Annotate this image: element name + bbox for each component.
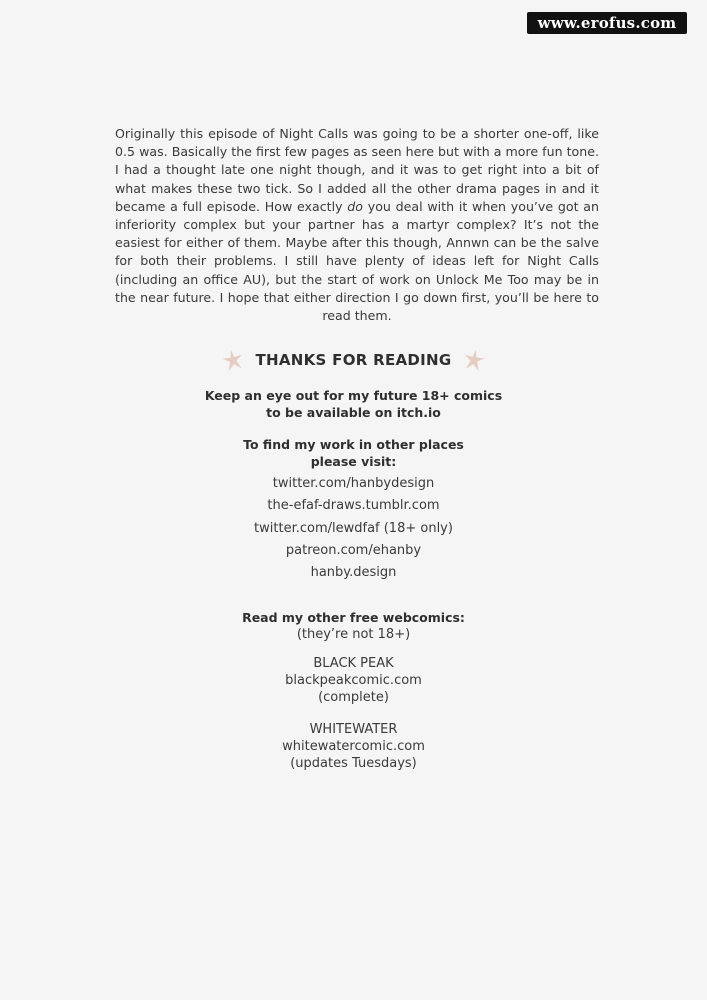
site-watermark: www.erofus.com bbox=[527, 12, 687, 34]
webcomic-black-peak bbox=[0, 655, 707, 706]
future-comics-line-2: to be available on itch.io bbox=[266, 405, 441, 420]
author-note-emphasis: do bbox=[347, 198, 363, 214]
author-note-part-2: you deal with it when you’ve got an inferiority complex but your partner has a martyr complex? It’s not the easiest for either of them. Maybe after this though, Annwn can be the salve for both their problems. I still have plenty of ideas left for Night Calls (including an office AU), but the start of work on Unlock Me Too may be in the near future. I hope that either direction I go down first, you’ll be here to read them. bbox=[115, 198, 599, 324]
link-patreon[interactable]: patreon.com/ehanby bbox=[285, 542, 422, 558]
thanks-heading-row bbox=[0, 348, 707, 372]
link-website[interactable]: hanby.design bbox=[310, 565, 397, 581]
future-comics-line-1: Keep an eye out for my future 18+ comics bbox=[204, 388, 503, 403]
future-comics-note bbox=[0, 387, 707, 421]
webcomic-name: BLACK PEAK bbox=[313, 656, 394, 671]
thanks-title: THANKS FOR READING bbox=[255, 351, 452, 369]
link-twitter[interactable]: twitter.com/hanbydesign bbox=[272, 476, 435, 491]
webcomics-heading: Read my other free webcomics: bbox=[242, 610, 465, 625]
webcomics-note: (they’re not 18+) bbox=[296, 627, 411, 642]
link-twitter-lewd[interactable]: twitter.com/lewdfaf (18+ only) bbox=[254, 520, 453, 536]
find-work-line-2: please visit: bbox=[310, 454, 397, 469]
webcomic-url[interactable]: blackpeakcomic.com bbox=[285, 673, 422, 688]
webcomic-url[interactable]: whitewatercomic.com bbox=[282, 739, 425, 754]
find-work-heading bbox=[0, 436, 707, 470]
star-icon bbox=[462, 348, 486, 372]
webcomic-status: (complete) bbox=[318, 690, 389, 705]
author-note-part-1: Originally this episode of Night Calls was going to be a shorter one-off, like 0.5 was. Basically the first few pages as seen here but with a more fun tone. I had a thought late one night though, and it was to get right into a bit of what makes these two tick. So I added all the other drama pages in and it became a full episode. How exactly bbox=[115, 126, 599, 214]
link-tumblr[interactable]: the-efaf-draws.tumblr.com bbox=[267, 498, 440, 514]
webcomic-whitewater bbox=[0, 721, 707, 772]
webcomic-status: (updates Tuesdays) bbox=[290, 756, 417, 771]
webcomics-heading-block bbox=[0, 609, 707, 643]
find-work-line-1: To find my work in other places bbox=[243, 437, 464, 452]
webcomic-name: WHITEWATER bbox=[309, 722, 398, 737]
star-icon bbox=[221, 348, 245, 372]
link-list bbox=[0, 473, 707, 584]
author-note-paragraph bbox=[115, 125, 599, 325]
